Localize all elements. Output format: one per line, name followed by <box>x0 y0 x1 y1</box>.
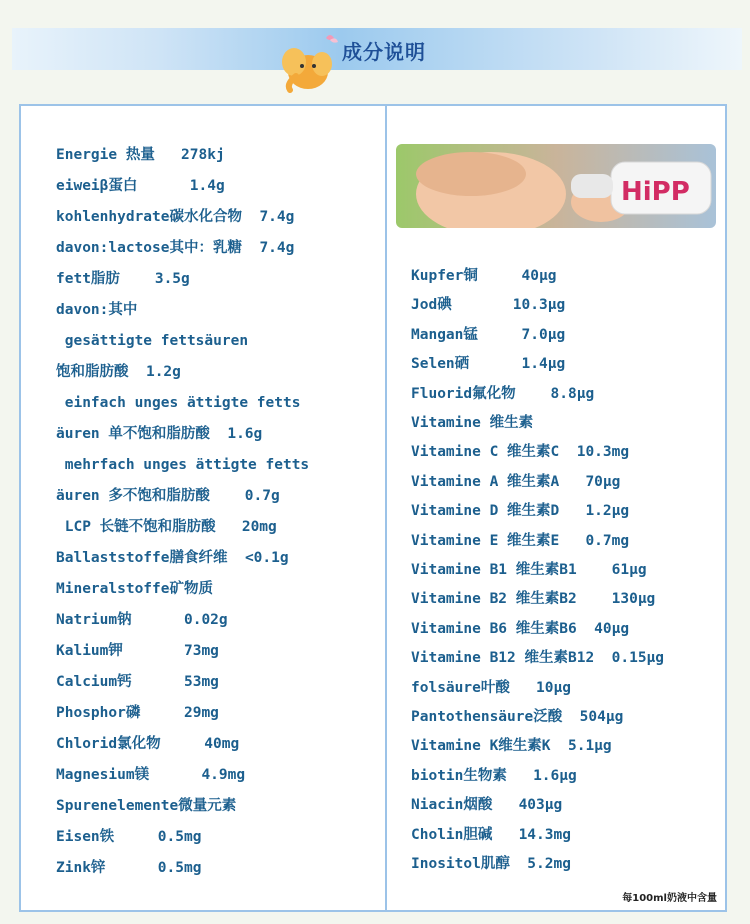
nutrient-item: Zink锌 0.5mg <box>56 860 202 876</box>
nutrient-item: davon:其中 <box>56 302 138 318</box>
nutrient-item: Ballaststoffe膳食纤维 <0.1g <box>56 550 289 566</box>
nutrient-item: äuren 单不饱和脂肪酸 1.6g <box>56 426 263 442</box>
nutrient-item: gesättigte fettsäuren <box>56 333 249 349</box>
nutrient-item: Natrium钠 0.02g <box>56 612 228 628</box>
elephant-mascot-icon <box>274 32 340 94</box>
nutrient-item: biotin生物素 1.6µg <box>411 767 577 784</box>
nutrient-item: Mangan锰 7.0µg <box>411 326 566 343</box>
nutrient-item: Vitamine C 维生素C 10.3mg <box>411 444 630 461</box>
nutrient-item: einfach unges ättigte fetts <box>56 395 301 411</box>
nutrient-item: äuren 多不饱和脂肪酸 0.7g <box>56 488 280 504</box>
nutrient-item: Vitamine B2 维生素B2 130µg <box>411 591 656 608</box>
nutrient-item: Magnesium镁 4.9mg <box>56 767 246 783</box>
nutrient-item: Selen硒 1.4µg <box>411 356 566 373</box>
column-divider <box>385 106 387 910</box>
nutrient-item: LCP 长链不饱和脂肪酸 20mg <box>56 519 277 535</box>
nutrient-item: Vitamine K维生素K 5.1µg <box>411 738 612 755</box>
nutrient-item: Inositol肌醇 5.2mg <box>411 856 571 872</box>
nutrient-item: Calcium钙 53mg <box>56 674 219 690</box>
nutrient-item: Vitamine B6 维生素B6 40µg <box>411 620 630 637</box>
footnote: 每100ml奶液中含量 <box>622 893 717 904</box>
nutrient-item: Vitamine A 维生素A 70µg <box>411 473 621 490</box>
nutrient-item: mehrfach unges ättigte fetts <box>56 457 310 473</box>
nutrient-item: Vitamine 维生素 <box>411 415 534 431</box>
nutrient-item: Niacin烟酸 403µg <box>411 797 563 814</box>
nutrient-item: Vitamine D 维生素D 1.2µg <box>411 503 630 520</box>
nutrient-item: Pantothensäure泛酸 504µg <box>411 709 624 725</box>
hipp-logo-text: HiPP <box>621 177 690 207</box>
nutrient-item: Cholin胆碱 14.3mg <box>411 826 571 843</box>
nutrient-item: Vitamine B1 维生素B1 61µg <box>411 562 647 578</box>
nutrient-item: Phosphor磷 29mg <box>56 705 219 721</box>
nutrient-item: Energie 热量 278kj <box>56 147 225 163</box>
nutrient-item: Mineralstoffe矿物质 <box>56 581 213 597</box>
ingredients-panel <box>19 104 727 912</box>
nutrient-item: 饱和脂肪酸 1.2g <box>56 364 181 380</box>
page-title: 成分说明 <box>342 40 426 64</box>
nutrient-item: kohlenhydrate碳水化合物 7.4g <box>56 209 295 225</box>
nutrient-item: Spurenelemente微量元素 <box>56 798 237 814</box>
nutrient-item: Kalium钾 73mg <box>56 643 219 659</box>
section-banner <box>12 28 742 70</box>
nutrient-item: Vitamine B12 维生素B12 0.15µg <box>411 650 665 667</box>
nutrient-item: Chlorid氯化物 40mg <box>56 736 240 752</box>
baby-hipp-photo <box>396 144 716 228</box>
nutrient-item: Fluorid氟化物 8.8µg <box>411 385 595 402</box>
nutrient-item: eiweiβ蛋白 1.4g <box>56 178 225 194</box>
nutrient-item: Jod碘 10.3µg <box>411 297 566 314</box>
nutrient-item: Eisen铁 0.5mg <box>56 829 202 845</box>
nutrient-item: fett脂肪 3.5g <box>56 271 190 287</box>
nutrient-item: Kupfer铜 40µg <box>411 268 557 284</box>
nutrient-item: davon:lactose其中：乳糖 7.4g <box>56 240 295 256</box>
nutrient-item: Vitamine E 维生素E 0.7mg <box>411 532 630 549</box>
nutrient-item: folsäure叶酸 10µg <box>411 679 571 696</box>
